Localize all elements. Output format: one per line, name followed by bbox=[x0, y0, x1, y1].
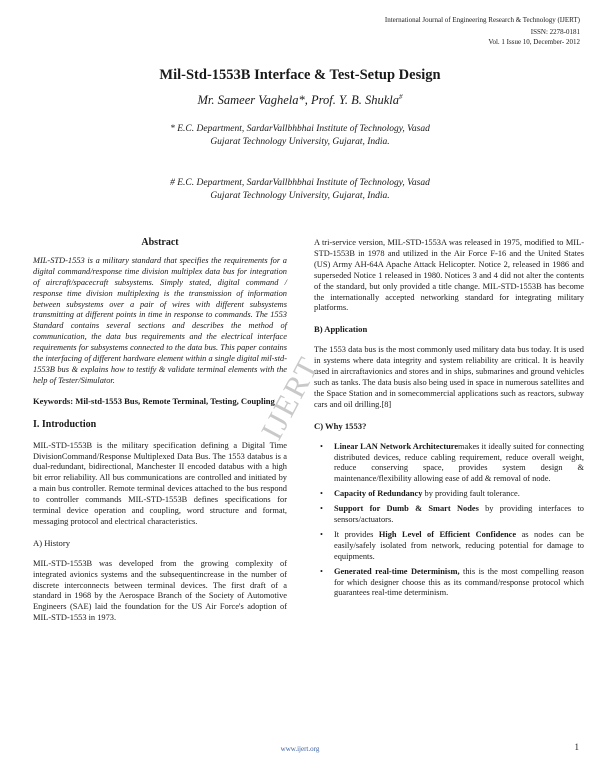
why-1553-list bbox=[314, 442, 584, 600]
list-item-prefix: It provides bbox=[334, 529, 379, 539]
volume-issue: Vol. 1 Issue 10, December- 2012 bbox=[488, 38, 580, 46]
list-item bbox=[334, 567, 584, 600]
affiliation-1 bbox=[0, 123, 600, 149]
history-text-2: A tri-service version, MIL-STD-1553A was released in 1975, modified to MIL-STD-1553B in 1978 and utilized in the Air Force F-16 and the United States (US) Army AH-64A Apache Attack Helicopter. Notice 2, released in 1986 and superseded Notice 1 released in 1980. Notices 3 and 4 did not alter the contents of the standard, but only provided a title change. MIL-STD-1553B has become the internationally accepted networking standard for integrating military platforms. bbox=[314, 238, 584, 313]
abstract-text: MIL-STD-1553 is a military standard that specifies the requirements for a digital command/response time division multiplex data bus for integration of aircraft/spacecraft subsystems. Simply stated, digital command / response time division multiplexing is the transmission of information between subsystems over a pair of wires with different subsystems transmitting at different points in time in response to commands. The 1553 Standard contains several sections and describes the method of communication, the data bus requirements and the electrical interface requirements for subsystems connected to the data bus. This paper contains the interfacing of different hardware element within a single digital mil-std-1553B bus & explains how to testify & validate terminal elements with the help of Tester/Simulator. bbox=[33, 255, 287, 385]
list-item-bold: Support for Dumb & Smart Nodes bbox=[334, 504, 479, 514]
author-mark: # bbox=[399, 93, 403, 101]
affiliation-2-line2: Gujarat Technology University, Gujarat, India. bbox=[210, 191, 390, 201]
list-item-bold: High Level of Efficient Confidence bbox=[378, 529, 517, 539]
affiliation-2 bbox=[0, 177, 600, 203]
application-heading: B) Application bbox=[314, 324, 368, 335]
application-text: The 1553 data bus is the most commonly used military data bus today. It is used in systems where data integrity and system reliability are critical. It is heavily used in aircraftavionics and stores and in ships, submarines and ground vehicles such as tanks. The data busis also being used in space in numerous satellites and the Space Station and in somecommercial applications such as reactors, subway cars and oil drilling.[8] bbox=[314, 345, 584, 409]
watermark: IJERT bbox=[253, 350, 327, 446]
author-names: Mr. Sameer Vaghela*, Prof. Y. B. Shukla bbox=[197, 93, 399, 108]
history-heading: A) History bbox=[33, 537, 70, 548]
list-item-text: by providing interfaces to sensors/actuators. bbox=[334, 504, 584, 525]
list-item bbox=[334, 530, 584, 563]
keywords: Keywords: Mil-std-1553 Bus, Remote Terminal, Testing, Coupling bbox=[33, 395, 275, 406]
list-item bbox=[334, 504, 584, 526]
affiliation-1-line2: Gujarat Technology University, Gujarat, India. bbox=[210, 137, 390, 147]
right-column bbox=[314, 238, 584, 603]
why-1553-heading: C) Why 1553? bbox=[314, 420, 367, 431]
paper-title: Mil-Std-1553B Interface & Test-Setup Design bbox=[159, 67, 441, 83]
history-text-1: MIL-STD-1553B was developed from the growing complexity of integrated avionics systems and the subsequentincrease in the number of discrete interconnects between terminal devices. The first draft of a standard in 1968 by the Aerospace Branch of the Society of Automotive Engineers (SAE) laid the foundation for the US Air Force's adoption of MIL-STD-1553 in 1973. bbox=[33, 558, 287, 623]
affiliation-1-line1: * E.C. Department, SardarVallbhbhai Institute of Technology, Vasad bbox=[170, 124, 430, 134]
introduction-text: MIL-STD-1553B is the military specification defining a Digital Time DivisionCommand/Response Multiplexed Data Bus. The 1553 databus is a dual-redundant, bidirectional, Manchester II encoded databus with a high bit error reliability. All bus communications are controlled and initiated by a main bus controller. Remote terminal devices attached to the bus respond to controller commands MIL-STD-1553B defines specifications for terminal device operation and coupling, word structure and format, messaging protocol and electrical characteristics. bbox=[33, 440, 287, 526]
page-number: 1 bbox=[574, 742, 579, 752]
list-item-text: as nodes can be easily/safely isolated from network, reducing potential for damage to equipments. bbox=[334, 529, 584, 561]
list-item-text: this is the most compelling reason for which designer choose this as its command/response protocol which guarantees real-time determinism. bbox=[334, 566, 584, 598]
journal-header: International Journal of Engineering Research & Technology (IJERT) bbox=[384, 16, 580, 24]
list-item-text: by providing fault tolerance. bbox=[422, 489, 520, 499]
list-item-bold: Generated real-time Determinism, bbox=[334, 566, 460, 576]
introduction-heading: I. Introduction bbox=[33, 418, 97, 430]
footer-url[interactable]: www.ijert.org bbox=[280, 745, 320, 753]
list-item-bold: Linear LAN Network Architecture bbox=[334, 441, 459, 451]
list-item-bold: Capacity of Redundancy bbox=[334, 489, 423, 499]
affiliation-2-line1: # E.C. Department, SardarVallbhbhai Institute of Technology, Vasad bbox=[170, 178, 430, 188]
authors bbox=[0, 93, 600, 108]
left-column bbox=[33, 238, 287, 632]
issn: ISSN: 2278-0181 bbox=[530, 28, 580, 36]
list-item-text: makes it ideally suited for connecting distributed devices, reduce cabling requirement, reduce overall weight, reduce conserving space, provides system design & maintenance/flexibility allowing ease of add & removal of node. bbox=[334, 441, 584, 484]
abstract-heading: Abstract bbox=[141, 237, 179, 248]
list-item bbox=[334, 489, 584, 500]
list-item bbox=[334, 442, 584, 486]
